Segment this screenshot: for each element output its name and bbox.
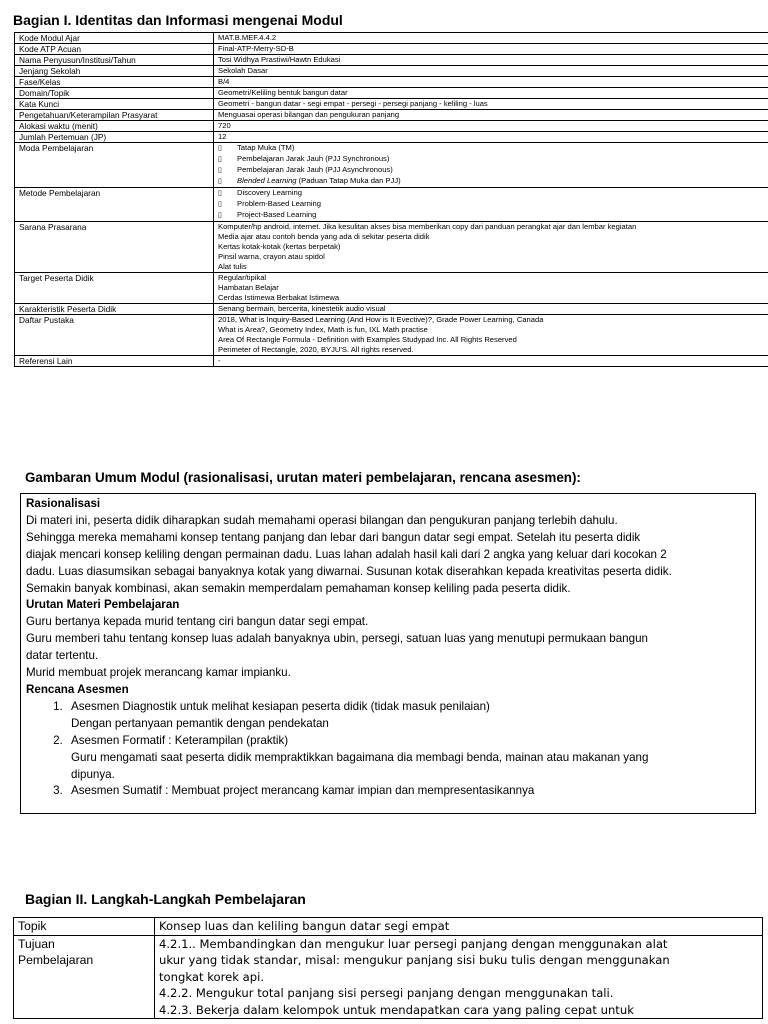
- rasionalisasi-line: Sehingga mereka memahami konsep tentang panjang dan lebar dari bangun datar segi empat. Setelah itu peserta didik: [26, 530, 641, 544]
- rencana-item: [66, 699, 750, 733]
- moda-option: [218, 154, 768, 165]
- tujuan-label-line: Pembelajaran: [18, 953, 94, 967]
- rasionalisasi-heading: Rasionalisasi: [26, 497, 101, 510]
- checkbox-icon: ▯: [218, 156, 222, 163]
- moda-option-label: Pembelajaran Jarak Jauh (PJJ Synchronous): [237, 154, 390, 163]
- moda-option-suffix: (Paduan Tatap Muka dan PJJ): [296, 176, 401, 185]
- tujuan-value: [155, 935, 763, 1019]
- topik-label: Topik: [14, 918, 155, 936]
- table-row: [15, 99, 768, 110]
- row-value: Menguasai operasi bilangan dan pengukuran panjang: [214, 110, 768, 121]
- sarana-line: Media ajar atau contoh benda yang ada di sekitar peserta didik: [218, 232, 430, 241]
- row-label: Nama Penyusun/Institusi/Tahun: [15, 55, 214, 66]
- metode-option-label: Discovery Learning: [237, 188, 302, 197]
- row-value: [214, 222, 768, 273]
- row-value: 12: [214, 132, 768, 143]
- row-label: Sarana Prasarana: [15, 222, 214, 273]
- pustaka-line: What is Area?, Geometry Index, Math is fun, IXL Math practise: [218, 325, 428, 334]
- gambaran-box: [20, 493, 756, 814]
- table-row: [15, 222, 768, 273]
- table-row: [15, 304, 768, 315]
- topik-row: [14, 918, 763, 936]
- row-value: Sekolah Dasar: [214, 66, 768, 77]
- tujuan-line: 4.2.1.. Membandingkan dan mengukur luar persegi panjang dengan menggunakan alat: [159, 936, 668, 951]
- row-label: Domain/Topik: [15, 88, 214, 99]
- rencana-line: Guru mengamati saat peserta didik mempraktikkan bagaimana dia membagi benda, mainan atau makanan yang: [71, 750, 649, 764]
- rencana-list: [26, 699, 750, 800]
- langkah-table: [13, 917, 763, 1019]
- row-label: Alokasi waktu (menit): [15, 121, 214, 132]
- row-value: MAT.B.MEF.4.4.2: [214, 33, 768, 44]
- checkbox-icon: ▯: [218, 178, 222, 185]
- row-value: Senang bermain, bercerita, kinestetik audio visual: [214, 304, 768, 315]
- row-value: [214, 273, 768, 304]
- topik-value: Konsep luas dan keliling bangun datar segi empat: [155, 918, 763, 936]
- row-label: Kode ATP Acuan: [15, 44, 214, 55]
- moda-option: [218, 165, 768, 176]
- table-row: [15, 315, 768, 356]
- table-row: [15, 132, 768, 143]
- rencana-item: [66, 733, 750, 784]
- row-label: Target Peserta Didik: [15, 273, 214, 304]
- tujuan-row: [14, 935, 763, 1019]
- sarana-line: Pinsil warna, crayon atau spidol: [218, 252, 325, 261]
- urutan-line: Guru bertanya kepada murid tentang ciri bangun datar segi empat.: [26, 615, 369, 629]
- row-label: Jenjang Sekolah: [15, 66, 214, 77]
- row-value: [214, 188, 768, 222]
- table-row: [15, 273, 768, 304]
- identitas-table: [14, 32, 768, 367]
- target-line: Cerdas Istimewa Berbakat Istimewa: [218, 293, 340, 302]
- urutan-line: Guru memberi tahu tentang konsep luas adalah banyaknya ubin, persegi, satuan luas yang menutupi permukaan bangun: [26, 632, 648, 646]
- rasionalisasi-body: [26, 513, 750, 598]
- table-row: [15, 33, 768, 44]
- rencana-line: 2. Asesmen Formatif : Keterampilan (praktik): [71, 733, 289, 747]
- rencana-line: 1. Asesmen Diagnostik untuk melihat kesiapan peserta didik (tidak masuk penilaian): [71, 699, 490, 713]
- rasionalisasi-line: diajak mencari konsep keliling dengan permainan dadu. Luas lahan adalah hasil kali dari 2 angka yang keluar dari kocokan 2: [26, 547, 667, 561]
- tujuan-label: [14, 935, 155, 1019]
- metode-option: [218, 188, 768, 199]
- row-label: Pengetahuan/Keterampilan Prasyarat: [15, 110, 214, 121]
- row-value: Tosi Widhya Prastiwi/Hawtn Edukasi: [214, 55, 768, 66]
- table-row: [15, 110, 768, 121]
- row-label: Karakteristik Peserta Didik: [15, 304, 214, 315]
- rasionalisasi-line: dadu. Luas diasumsikan sebagai banyaknya kotak yang diwarnai. Susunan kotak diserahkan kepada kreativitas peserta didik.: [26, 564, 672, 578]
- rasionalisasi-line: Semakin banyak kombinasi, akan semakin memperdalam pemahaman konsep keliling pada peserta didik.: [26, 581, 571, 595]
- table-row: [15, 121, 768, 132]
- target-line: Hambatan Belajar: [218, 283, 279, 292]
- urutan-line: Murid membuat projek merancang kamar impianku.: [26, 666, 291, 680]
- table-row: [15, 44, 768, 55]
- row-label: Referensi Lain: [15, 356, 214, 367]
- pustaka-line: Area Of Rectangle Formula - Definition with Examples Studypad Inc. All Rights Reserved: [218, 335, 517, 344]
- tujuan-line: 4.2.3. Bekerja dalam kelompok untuk mendapatkan cara yang paling cepat untuk: [159, 1002, 634, 1017]
- sarana-line: Kertas kotak-kotak (kertas berpetak): [218, 242, 341, 251]
- table-row: [15, 88, 768, 99]
- table-row: [15, 77, 768, 88]
- row-value: [214, 315, 768, 356]
- moda-option: [218, 176, 768, 187]
- row-value: -: [214, 356, 768, 367]
- moda-option-label: Tatap Muka (TM): [237, 143, 295, 152]
- rencana-line: Dengan pertanyaan pemantik dengan pendekatan: [71, 716, 329, 730]
- sarana-line: Komputer/hp android, internet. Jika kesulitan akses bisa memberikan copy dari panduan perangkat ajar dan lembar kegiatan: [218, 222, 637, 231]
- rencana-line: 3. Asesmen Sumatif : Membuat project merancang kamar impian dan mempresentasikannya: [71, 784, 535, 798]
- checkbox-icon: ▯: [218, 212, 222, 219]
- moda-option: [218, 143, 768, 154]
- metode-option: [218, 199, 768, 210]
- row-label: Jumlah Pertemuan (JP): [15, 132, 214, 143]
- row-label: Daftar Pustaka: [15, 315, 214, 356]
- row-value: 720: [214, 121, 768, 132]
- metode-option-label: Project-Based Learning: [237, 210, 317, 219]
- checkbox-icon: ▯: [218, 145, 222, 152]
- checkbox-icon: ▯: [218, 190, 222, 197]
- moda-option-label: Blended Learning: [237, 176, 297, 185]
- table-row: [15, 356, 768, 367]
- checkbox-icon: ▯: [218, 201, 222, 208]
- section2-title: Bagian II. Langkah-Langkah Pembelajaran: [25, 891, 306, 907]
- rencana-item: [66, 783, 750, 800]
- urutan-heading: Urutan Materi Pembelajaran: [26, 598, 180, 612]
- rencana-heading: Rencana Asesmen: [26, 682, 129, 696]
- moda-option-label: Pembelajaran Jarak Jauh (PJJ Asynchronous): [237, 165, 393, 174]
- metode-option: [218, 210, 768, 221]
- table-row: [15, 143, 768, 188]
- table-row: [15, 55, 768, 66]
- tujuan-line: 4.2.2. Mengukur total panjang sisi persegi panjang dengan menggunakan tali.: [159, 986, 614, 1000]
- table-row: [15, 66, 768, 77]
- pustaka-line: Perimeter of Rectangle, 2020, BYJU'S. All rights reserved.: [218, 345, 414, 354]
- target-line: Regular/tipikal: [218, 273, 267, 282]
- row-value: Geometri/Keliling bentuk bangun datar: [214, 88, 768, 99]
- checkbox-icon: ▯: [218, 167, 222, 174]
- gambaran-title: Gambaran Umum Modul (rasionalisasi, urutan materi pembelajaran, rencana asesmen):: [25, 470, 581, 485]
- rasionalisasi-line: Di materi ini, peserta didik diharapkan sudah memahami operasi bilangan dan pengukuran panjang terlebih dahulu.: [26, 513, 618, 527]
- sarana-line: Alat tulis: [218, 262, 247, 271]
- rencana-line: dipunya.: [71, 767, 115, 781]
- row-value: Geometri - bangun datar - segi empat - persegi - persegi panjang - keliling - luas: [214, 99, 768, 110]
- metode-option-label: Problem-Based Learning: [237, 199, 322, 208]
- urutan-body: [26, 614, 750, 682]
- urutan-line: datar tertentu.: [26, 649, 99, 663]
- row-label: Metode Pembelajaran: [15, 188, 214, 222]
- tujuan-line: ukur yang tidak standar, misal: mengukur panjang sisi buku tulis dengan menggunakan: [159, 953, 670, 967]
- row-value: Final-ATP-Merry-SD-B: [214, 44, 768, 55]
- tujuan-line: tongkat korek api.: [159, 969, 264, 984]
- row-label: Moda Pembelajaran: [15, 143, 214, 188]
- row-label: Fase/Kelas: [15, 77, 214, 88]
- table-row: [15, 188, 768, 222]
- row-label: Kata Kunci: [15, 99, 214, 110]
- row-label: Kode Modul Ajar: [15, 33, 214, 44]
- tujuan-label-line: Tujuan: [18, 936, 55, 951]
- pustaka-line: 2018, What is Inquiry-Based Learning (And How is It Evective)?, Grade Power Learning, Canada: [218, 315, 544, 324]
- section1-title: Bagian I. Identitas dan Informasi mengenai Modul: [13, 12, 343, 28]
- row-value: B/4: [214, 77, 768, 88]
- row-value: [214, 143, 768, 188]
